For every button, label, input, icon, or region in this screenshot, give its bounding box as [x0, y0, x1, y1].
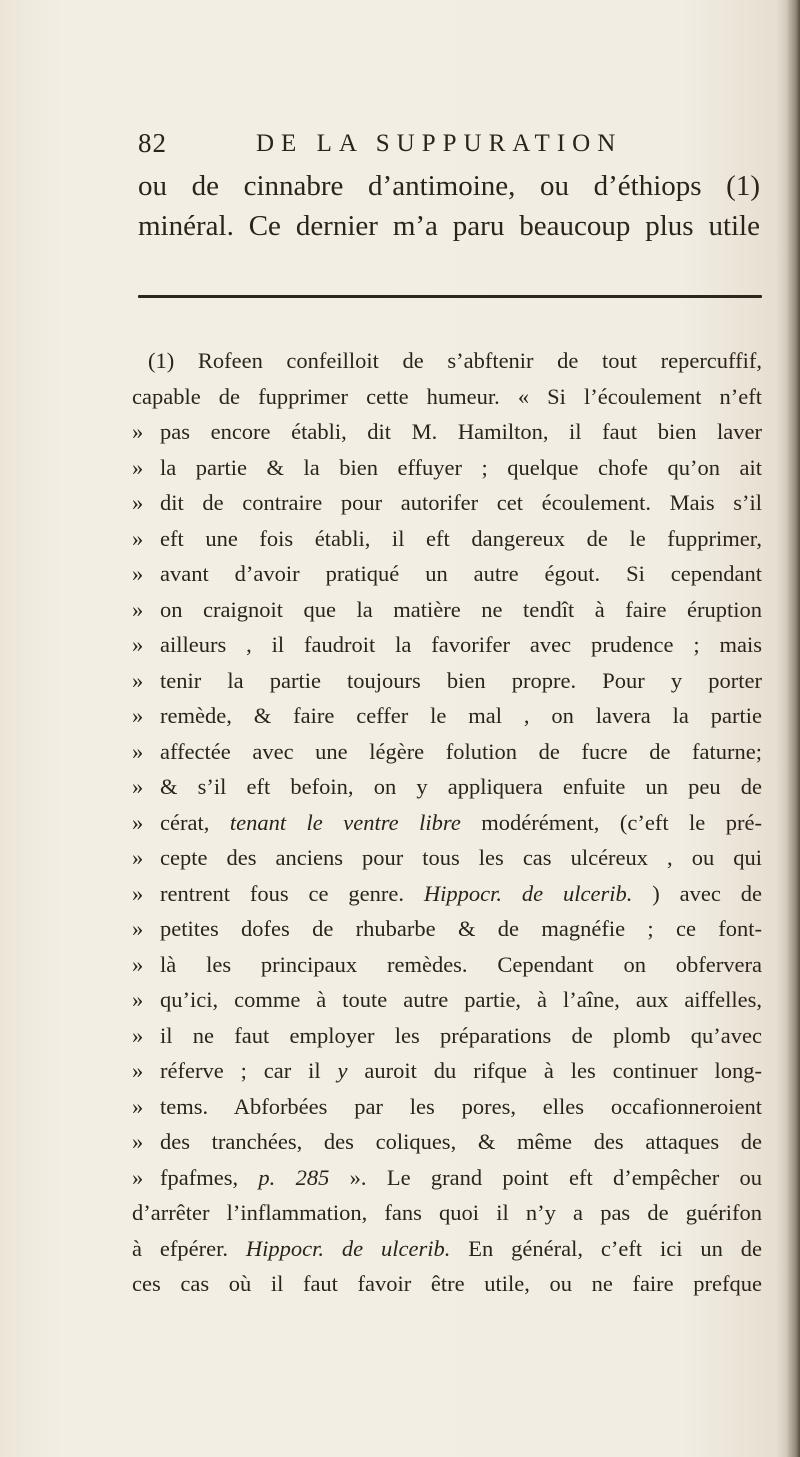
- quotation-mark: »: [132, 809, 144, 835]
- quotation-mark: »: [132, 1058, 144, 1083]
- footnote-text: ». Le grand point eft d’empêcher ou: [329, 1164, 762, 1190]
- footnote-line: [132, 769, 762, 805]
- footnote-text: la partie & la bien effuyer ; quelque chofe qu’on ait: [160, 454, 762, 480]
- quotation-mark: »: [132, 987, 144, 1012]
- footnote-text: rentrent fous ce genre.: [160, 880, 424, 906]
- footnote-text: avant d’avoir pratiqué un autre égout. Si cependant: [160, 561, 762, 586]
- footnote-line: [132, 414, 762, 450]
- footnote-line: [132, 1266, 762, 1302]
- main-text: [138, 166, 760, 246]
- quotation-mark: »: [132, 1129, 144, 1154]
- italic-citation: tenant le ventre libre: [229, 809, 461, 835]
- footnote-line: [132, 627, 762, 663]
- footnote-text: là les principaux remèdes. Cependant on obfervera: [160, 951, 762, 977]
- footnote-text: tenir la partie toujours bien propre. Pour y porter: [160, 667, 762, 693]
- footnote-line: [132, 1231, 762, 1267]
- footnote-text: & s’il eft befoin, on y appliquera enfuite un peu de: [160, 774, 762, 799]
- quotation-mark: »: [132, 490, 144, 515]
- footnote-text: capable de fupprimer cette humeur. « Si l’écoulement n’eft: [132, 383, 762, 409]
- footnote-line: [132, 1160, 762, 1196]
- quotation-mark: »: [132, 561, 144, 586]
- footnote-text: petites dofes de rhubarbe & de magnéfie ; ce font-: [160, 916, 762, 941]
- running-title: DE LA SUPPURATION: [256, 130, 623, 157]
- footnote-text: qu’ici, comme à toute autre partie, à l’aîne, aux aiffelles,: [160, 987, 762, 1012]
- footnote-line: [132, 450, 762, 486]
- italic-citation: y: [337, 1058, 348, 1083]
- quotation-mark: »: [132, 525, 144, 551]
- quotation-mark: »: [132, 596, 144, 622]
- footnote-text: modérément, (c’eft le pré-: [460, 809, 762, 835]
- footnote-text: pas encore établi, dit M. Hamilton, il faut bien laver: [160, 419, 762, 444]
- footnote-text: auroit du rifque à les continuer long-: [347, 1058, 762, 1083]
- footnote-text: des tranchées, des coliques, & même des attaques de: [160, 1129, 762, 1154]
- footnote-line: [132, 592, 762, 628]
- footnote-text: cepte des anciens pour tous les cas ulcéreux , ou qui: [160, 845, 762, 870]
- footnote-line: [132, 1053, 762, 1089]
- footnote-line: [132, 556, 762, 592]
- footnote-text: à efpérer.: [132, 1235, 246, 1261]
- footnote-text: cérat,: [160, 809, 230, 835]
- footnote-text: réferve ; car il: [160, 1058, 338, 1083]
- quotation-mark: »: [132, 916, 144, 941]
- footnote-line: [132, 698, 762, 734]
- page-number: 82: [138, 128, 167, 158]
- footnote-line: [132, 379, 762, 415]
- footnote-line: [132, 911, 762, 947]
- footnote-text: (1) Rofeen confeilloit de s’abftenir de tout repercuffif,: [148, 348, 762, 373]
- quotation-mark: »: [132, 632, 144, 657]
- quotation-mark: »: [132, 454, 144, 480]
- footnote-text: d’arrêter l’inflammation, fans quoi il n’y a pas de guérifon: [132, 1200, 762, 1225]
- italic-citation: Hippocr. de ulcerib.: [245, 1235, 451, 1261]
- footnote-text: dit de contraire pour autorifer cet écoulement. Mais s’il: [160, 490, 762, 515]
- footnote-line: [132, 1124, 762, 1160]
- footnote-text: ailleurs , il faudroit la favorifer avec prudence ; mais: [160, 632, 762, 657]
- quotation-mark: »: [132, 1093, 144, 1119]
- quotation-mark: »: [132, 419, 144, 444]
- footnote-line: [132, 663, 762, 699]
- quotation-mark: »: [132, 1164, 144, 1190]
- quotation-mark: »: [132, 845, 144, 870]
- footnote-line: [132, 805, 762, 841]
- quotation-mark: »: [132, 1022, 144, 1048]
- footnote-line: [132, 521, 762, 557]
- footnote-text: tems. Abforbées par les pores, elles occafionneroient: [160, 1093, 762, 1119]
- footnote-text: il ne faut employer les préparations de plomb qu’avec: [160, 1022, 762, 1048]
- quotation-mark: »: [132, 703, 144, 728]
- quotation-mark: »: [132, 880, 144, 906]
- footnote: [132, 343, 762, 1302]
- footnote-line: [132, 343, 762, 379]
- quotation-mark: »: [132, 667, 144, 693]
- footnote-separator-rule: [138, 295, 762, 298]
- footnote-line: [132, 840, 762, 876]
- footnote-text: En général, c’eft ici un de: [450, 1235, 763, 1261]
- footnote-text: fpafmes,: [160, 1164, 259, 1190]
- footnote-line: [132, 1018, 762, 1054]
- quotation-mark: »: [132, 774, 144, 799]
- footnote-text: ) avec de: [632, 880, 762, 906]
- main-text-line: ou de cinnabre d’antimoine, ou d’éthiops (1): [138, 170, 760, 202]
- italic-citation: p. 285: [258, 1164, 330, 1190]
- footnote-text: eft une fois établi, il eft dangereux de le fupprimer,: [160, 525, 762, 551]
- main-text-line: minéral. Ce dernier m’a paru beaucoup plus utile: [138, 210, 760, 242]
- footnote-text: remède, & faire ceffer le mal , on lavera la partie: [160, 703, 762, 728]
- quotation-mark: »: [132, 738, 144, 764]
- page-edge-shadow: [786, 0, 800, 1457]
- footnote-text: on craignoit que la matière ne tendît à faire éruption: [160, 596, 762, 622]
- footnote-line: [132, 982, 762, 1018]
- footnote-text: affectée avec une légère folution de fucre de faturne;: [160, 738, 762, 764]
- footnote-line: [132, 1195, 762, 1231]
- footnote-line: [132, 1089, 762, 1125]
- footnote-text: ces cas où il faut favoir être utile, ou ne faire prefque: [132, 1271, 762, 1296]
- footnote-line: [132, 876, 762, 912]
- footnote-line: [132, 734, 762, 770]
- italic-citation: Hippocr. de ulcerib.: [423, 880, 633, 906]
- quotation-mark: »: [132, 951, 144, 977]
- footnote-line: [132, 485, 762, 521]
- footnote-line: [132, 947, 762, 983]
- page-header: [138, 128, 760, 164]
